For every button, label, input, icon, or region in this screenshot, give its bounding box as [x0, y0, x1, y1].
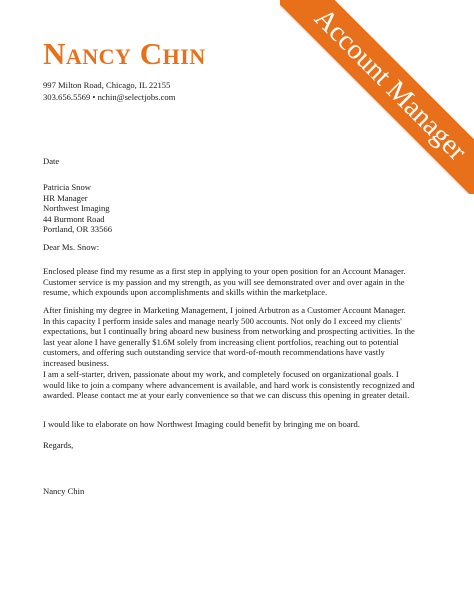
- recipient-street: 44 Burmont Road: [43, 213, 105, 224]
- salutation: Dear Ms. Snow:: [43, 242, 100, 252]
- letter-date: Date: [43, 156, 60, 166]
- recipient-block: [43, 182, 415, 235]
- contact-info: [43, 79, 175, 103]
- paragraph-2: After finishing my degree in Marketing Management, I joined Arbutron as a Customer Account Manager. In this capacity I perform inside sales and manage nearly 500 accounts. Not only do I exceed my clients' expectations, but I continually bring aboard new business from networking and prospecting activities. In the last year alone I have generally $1.6M solely from increasing client portfolios, reaching out to potential customers, and offering such outstanding service that word-of-mouth recommendations have vastly increased business.: [43, 305, 415, 368]
- applicant-name: Nancy Chin: [43, 36, 206, 71]
- closing: Regards,: [43, 440, 74, 450]
- recipient-title: HR Manager: [43, 192, 88, 203]
- recipient-company: Northwest Imaging: [43, 203, 110, 214]
- phone-email-line: 303.656.5569 • nchin@selectjobs.com: [43, 92, 176, 102]
- address-line: 997 Milton Road, Chicago, IL 22155: [43, 80, 171, 90]
- paragraph-4: I would like to elaborate on how Northwest Imaging could benefit by bringing me on board.: [43, 419, 360, 429]
- recipient-city: Portland, OR 33566: [43, 224, 112, 235]
- paragraph-3: I am a self-starter, driven, passionate about my work, and completely focused on organizational goals. I would like to join a company where advancement is available, and hard work is consistently recognized and awarded. Please contact me at your early convenience so that we can discuss this opening in greater detail.: [43, 369, 415, 401]
- paragraph-1: Enclosed please find my resume as a first step in applying to your open position for an Account Manager. Customer service is my passion and my strength, as you will see demonstrated over and over again in the resume, which expounds upon accomplishments and skills within the marketplace.: [43, 266, 406, 298]
- signature: Nancy Chin: [43, 486, 85, 496]
- job-title-ribbon-label: Account Manager: [280, 0, 474, 194]
- recipient-name: Patricia Snow: [43, 182, 91, 192]
